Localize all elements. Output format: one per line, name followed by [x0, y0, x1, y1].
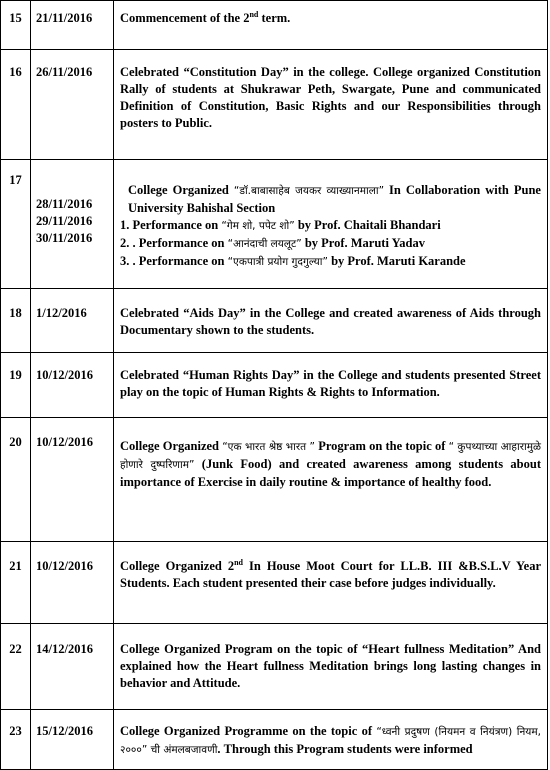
table-row — [1, 418, 548, 542]
intro-line: College Organized “डॉ.बाबासाहेब जयकर व्याख्यानमाला” In Collaboration with Pune University Bahishal Section — [128, 183, 541, 215]
description-cell: College Organized 2nd In House Moot Court for LL.B. III &B.S.L.V Year Students. Each student presented their case before judges individually. — [114, 542, 548, 624]
row-number-cell: 17 — [1, 160, 31, 289]
table-row — [1, 624, 548, 710]
row-number-cell: 16 — [1, 50, 31, 160]
date-cell: 26/11/2016 — [31, 50, 114, 160]
row-number-cell: 20 — [1, 418, 31, 542]
date-cell: 1/12/2016 — [31, 289, 114, 353]
row-number-cell: 19 — [1, 353, 31, 418]
description-cell — [114, 160, 548, 289]
row-number-cell: 21 — [1, 542, 31, 624]
row-number-cell: 18 — [1, 289, 31, 353]
description-cell: College Organized “एक भारत श्रेष्ठ भारत ” Program on the topic of “ कुपथ्याच्या आहारामुळे होणारे दुष्परिणाम” (Junk Food) and created awareness among students about importance of Exercise in daily routine & importance of healthy food. — [114, 418, 548, 542]
table-row — [1, 710, 548, 770]
table-row — [1, 542, 548, 624]
date-cell: 10/12/2016 — [31, 542, 114, 624]
description-cell: Celebrated “Aids Day” in the College and created awareness of Aids through Documentary shown to the students. — [114, 289, 548, 353]
date-line: 30/11/2016 — [36, 231, 93, 245]
description-cell: College Organized Programme on the topic of “ध्वनी प्रदुषण (नियमन व नियंत्रण) नियम, २०००” ची अंमलबजावणी. Through this Program students were informed — [114, 710, 548, 770]
row-number-cell: 23 — [1, 710, 31, 770]
description-cell: Celebrated “Human Rights Day” in the College and students presented Street play on the topic of Human Rights & Rights to Information. — [114, 353, 548, 418]
date-cell: 21/11/2016 — [31, 1, 114, 50]
performance-item: 2. . Performance on “आनंदाची लयलूट” by Prof. Maruti Yadav — [120, 236, 425, 250]
performance-item: 1. Performance on “गेम शो, पपेट शो” by Prof. Chaitali Bhandari — [120, 218, 441, 232]
date-cell: 10/12/2016 — [31, 418, 114, 542]
performance-item: 3. . Performance on “एकपात्री प्रयोग गुदगुल्या” by Prof. Maruti Karande — [120, 254, 466, 268]
description-cell: College Organized Program on the topic of “Heart fullness Meditation” And explained how the Heart fullness Meditation brings long lasting changes in behavior and Attitude. — [114, 624, 548, 710]
date-cell — [31, 160, 114, 289]
row-number-cell: 22 — [1, 624, 31, 710]
table-row — [1, 50, 548, 160]
description-cell: Commencement of the 2nd term. — [114, 1, 548, 50]
date-cell: 14/12/2016 — [31, 624, 114, 710]
table-row — [1, 353, 548, 418]
table-row — [1, 289, 548, 353]
table-row — [1, 160, 548, 289]
row-number-cell: 15 — [1, 1, 31, 50]
date-cell: 10/12/2016 — [31, 353, 114, 418]
date-line: 29/11/2016 — [36, 214, 93, 228]
date-cell: 15/12/2016 — [31, 710, 114, 770]
table-row — [1, 1, 548, 50]
description-cell: Celebrated “Constitution Day” in the college. College organized Constitution Rally of students at Shukrawar Peth, Swargate, Pune and communicated Definition of Constitution, Basic Rights and our Responsibilities through posters to Public. — [114, 50, 548, 160]
date-line: 28/11/2016 — [36, 197, 93, 211]
